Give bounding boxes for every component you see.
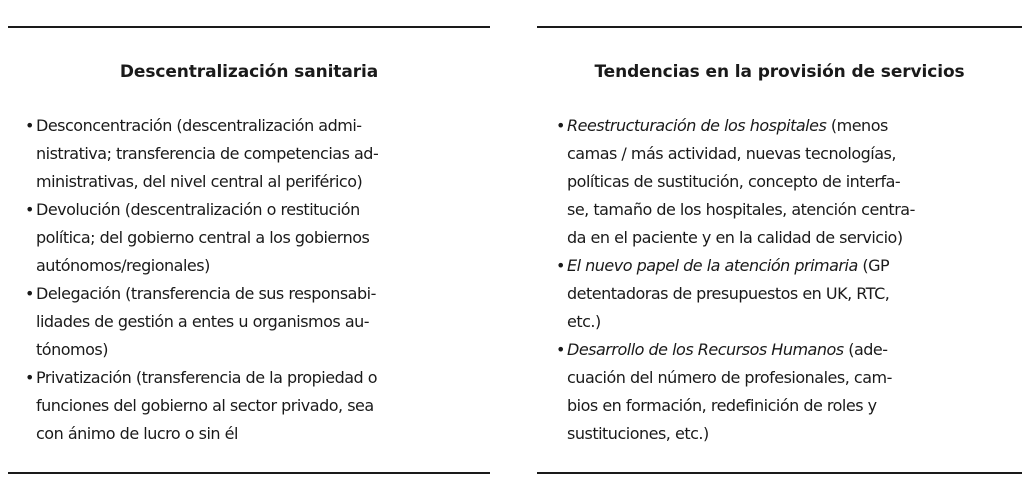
- list-item: [25, 112, 490, 196]
- left-box-list: [25, 112, 490, 448]
- item-text-line: Desconcentración (descentralización admi-: [36, 116, 362, 135]
- item-first-line: [567, 252, 1022, 280]
- bullet-icon: •: [25, 200, 34, 219]
- item-text-line: políticas de sustitución, concepto de interfa-: [567, 172, 901, 191]
- item-text-line: cuación del número de profesionales, cam-: [567, 368, 892, 387]
- item-text-line: Devolución (descentralización o restitución: [36, 200, 360, 219]
- list-item: [25, 364, 490, 448]
- item-emphasis: El nuevo papel de la atención primaria: [567, 256, 858, 275]
- bullet-icon: •: [556, 116, 565, 135]
- bullet-icon: •: [25, 368, 34, 387]
- item-text-line: lidades de gestión a entes u organismos au-: [36, 312, 370, 331]
- list-item: [25, 196, 490, 280]
- item-text-line: se, tamaño de los hospitales, atención centra-: [567, 200, 915, 219]
- item-text-line: nistrativa; transferencia de competencias ad-: [36, 144, 379, 163]
- item-text-line: funciones del gobierno al sector privado, sea: [36, 396, 374, 415]
- bullet-icon: •: [556, 340, 565, 359]
- bullet-icon: •: [25, 284, 34, 303]
- right-box-title: Tendencias en la provisión de servicios: [594, 62, 965, 82]
- left-box-decentralization: [8, 26, 490, 474]
- bullet-icon: •: [25, 116, 34, 135]
- item-text-line: etc.): [567, 312, 601, 331]
- item-text-line: ministrativas, del nivel central al periférico): [36, 172, 363, 191]
- item-text-line: camas / más actividad, nuevas tecnologías,: [567, 144, 896, 163]
- item-text-line: autónomos/regionales): [36, 256, 210, 275]
- right-box-service-trends: [537, 26, 1022, 474]
- item-text-line: da en el paciente y en la calidad de servicio): [567, 228, 903, 247]
- list-item: [556, 112, 1022, 252]
- bullet-icon: •: [556, 256, 565, 275]
- item-emphasis: Desarrollo de los Recursos Humanos: [567, 340, 844, 359]
- item-text-line: política; del gobierno central a los gobiernos: [36, 228, 370, 247]
- list-item: [556, 336, 1022, 448]
- item-text-line: tónomos): [36, 340, 108, 359]
- left-box-title: Descentralización sanitaria: [119, 62, 379, 82]
- item-first-line: [567, 336, 1022, 364]
- item-text: (GP: [857, 256, 890, 275]
- item-text: (ade-: [843, 340, 888, 359]
- list-item: [556, 252, 1022, 336]
- list-item: [25, 280, 490, 364]
- item-text-line: sustituciones, etc.): [567, 424, 709, 443]
- item-text-line: Privatización (transferencia de la propiedad o: [36, 368, 378, 387]
- item-text-line: bios en formación, redefinición de roles y: [567, 396, 877, 415]
- item-emphasis: Reestructuración de los hospitales: [567, 116, 827, 135]
- item-text-line: con ánimo de lucro o sin él: [36, 424, 238, 443]
- item-text-line: detentadoras de presupuestos en UK, RTC,: [567, 284, 890, 303]
- item-text: (menos: [826, 116, 888, 135]
- right-box-list: [556, 112, 1022, 448]
- item-first-line: [567, 112, 1022, 140]
- item-text-line: Delegación (transferencia de sus responsabi-: [36, 284, 376, 303]
